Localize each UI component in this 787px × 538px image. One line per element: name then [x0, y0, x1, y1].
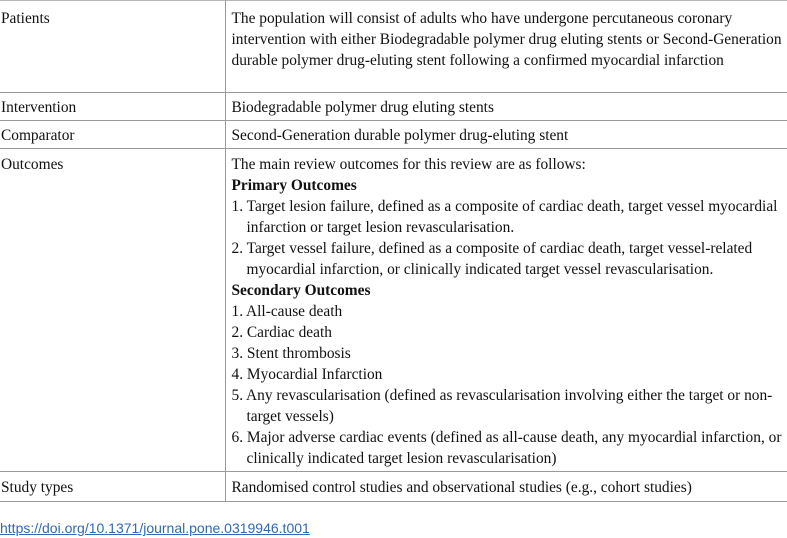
row-label-comparator: Comparator [0, 121, 225, 149]
row-value-patients: The population will consist of adults who have undergone percutaneous coronary intervention with either Biodegradable polymer drug eluting stents or Second-Generation durable polymer drug-eluting stent following a confirmed myocardial infarction [225, 1, 787, 93]
row-value-study-types: Randomised control studies and observational studies (e.g., cohort studies) [225, 472, 787, 502]
row-label-intervention: Intervention [0, 93, 225, 121]
doi-link[interactable]: https://doi.org/10.1371/journal.pone.0319946.t001 [0, 520, 310, 536]
outcomes-intro: The main review outcomes for this review are as follows: [231, 156, 586, 173]
table-row-study-types [0, 472, 787, 502]
list-item: 1. All-cause death [231, 303, 343, 320]
primary-outcomes-heading: Primary Outcomes [231, 177, 357, 194]
list-item: 5. Any revascularisation (defined as revascularisation involving either the target or non-target vessels) [231, 387, 773, 425]
list-item: 4. Myocardial Infarction [231, 366, 383, 383]
row-value-comparator: Second-Generation durable polymer drug-eluting stent [225, 121, 787, 149]
list-item: 2. Cardiac death [231, 324, 332, 341]
table-row-intervention [0, 93, 787, 121]
row-value-outcomes [225, 149, 787, 472]
secondary-outcomes-heading: Secondary Outcomes [231, 282, 371, 299]
list-item: 6. Major adverse cardiac events (defined as all-cause death, any myocardial infarction, or clinically indicated target lesion revascularisation) [231, 429, 782, 467]
list-item: 3. Stent thrombosis [231, 345, 351, 362]
list-item: 1. Target lesion failure, defined as a composite of cardiac death, target vessel myocardial infarction or target lesion revascularisation. [231, 198, 778, 236]
table-row-patients [0, 1, 787, 93]
row-label-study-types: Study types [0, 472, 225, 502]
row-label-patients: Patients [0, 1, 225, 93]
table-row-outcomes [0, 149, 787, 472]
row-label-outcomes: Outcomes [0, 149, 225, 472]
secondary-outcomes-list [232, 301, 784, 469]
row-value-intervention: Biodegradable polymer drug eluting stents [225, 93, 787, 121]
primary-outcomes-list [232, 196, 784, 280]
table-row-comparator [0, 121, 787, 149]
list-item: 2. Target vessel failure, defined as a composite of cardiac death, target vessel-related myocardial infarction, or clinically indicated target vessel revascularisation. [231, 240, 753, 278]
